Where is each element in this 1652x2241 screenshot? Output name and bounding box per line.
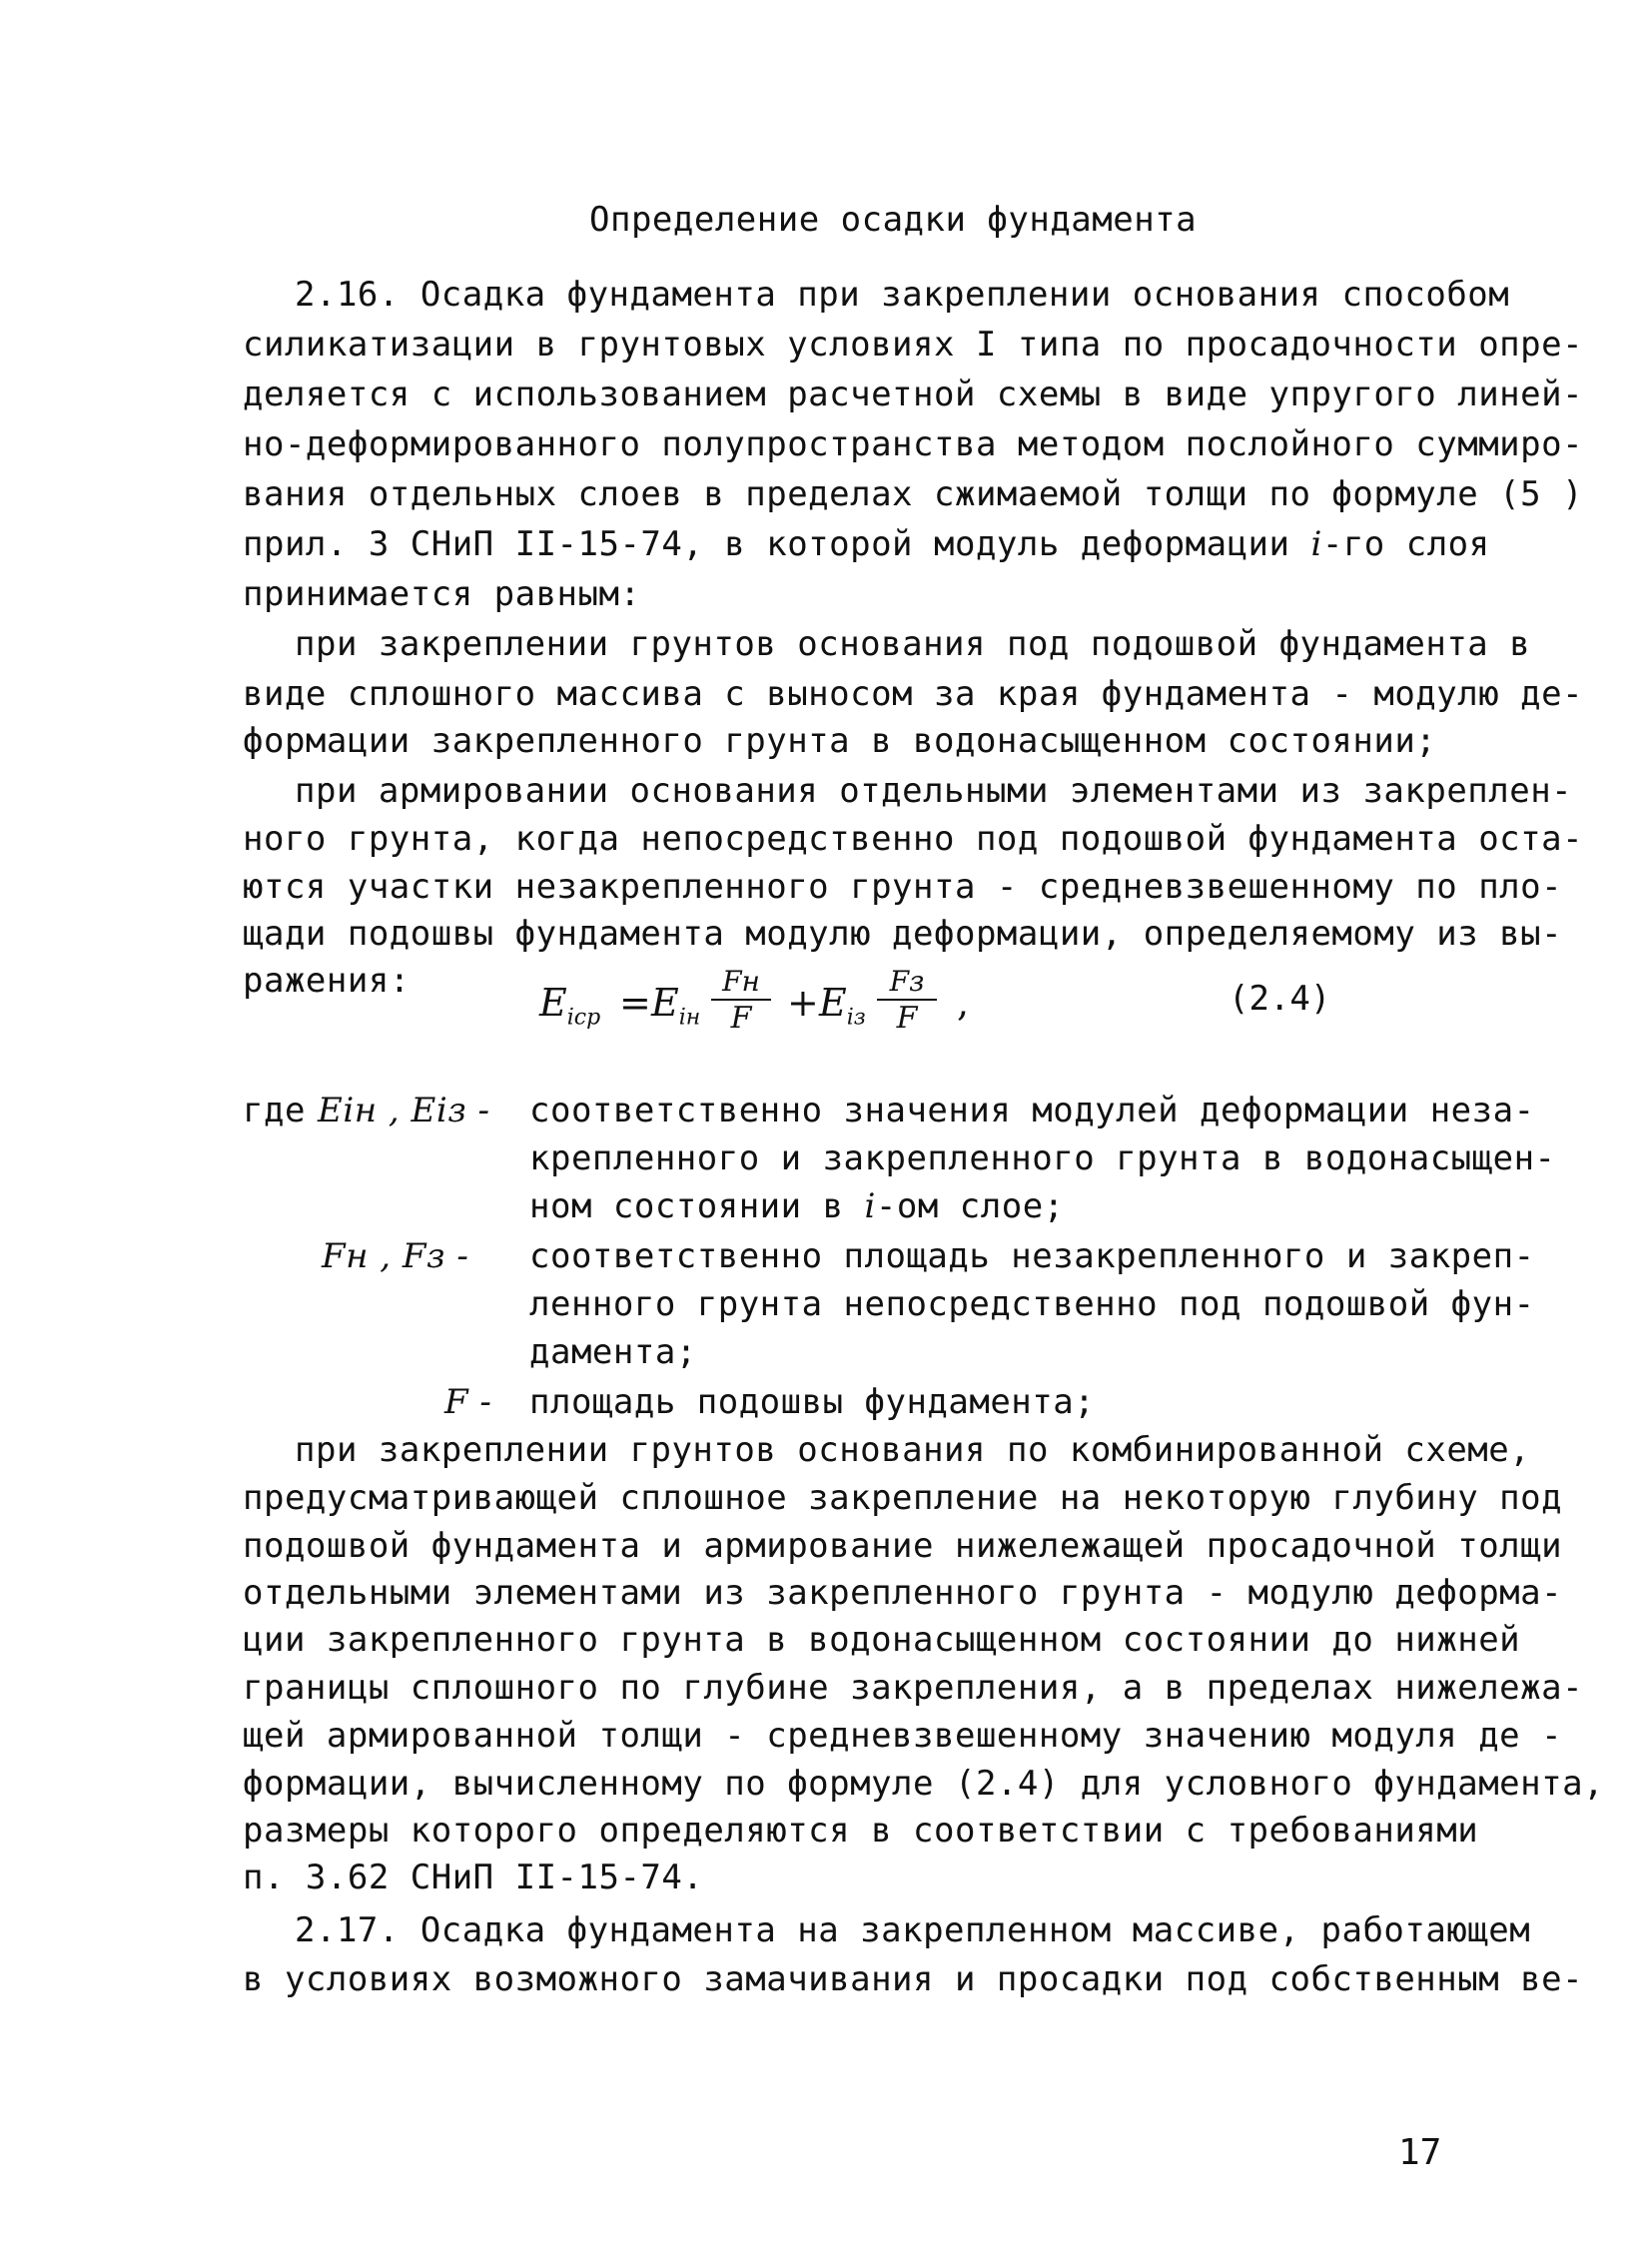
def3-symbol: F - bbox=[444, 1382, 492, 1422]
paragraph-line: силикатизации в грунтовых условиях I типа по просадочности опре- bbox=[243, 325, 1584, 365]
paragraph-line: предусматривающей сплошное закрепление на некоторую глубину под bbox=[243, 1478, 1563, 1518]
formula-term2: $E_{iз}$ bbox=[819, 981, 866, 1031]
formula-equals: = bbox=[619, 981, 651, 1025]
definition-line: соответственно значения модулей деформации неза- bbox=[529, 1091, 1535, 1130]
paragraph-line: деляется с использованием расчетной схемы в виде упругого линей- bbox=[243, 374, 1584, 414]
definition-line: площадь подошвы фундамента; bbox=[529, 1382, 1096, 1422]
paragraph-line: 2.16. Осадка фундамента при закреплении основания способом bbox=[295, 275, 1510, 315]
paragraph-line: при закреплении грунтов основания под подошвой фундамента в bbox=[295, 624, 1531, 664]
paragraph-line: вания отдельных слоев в пределах сжимаемой толщи по формуле (5 ) bbox=[243, 474, 1584, 514]
paragraph-line: ции закрепленного грунта в водонасыщенном состоянии до нижней bbox=[243, 1620, 1521, 1660]
paragraph-line: при закреплении грунтов основания по комбинированной схеме, bbox=[295, 1430, 1531, 1470]
paragraph-line: виде сплошного массива с выносом за края фундамента - модулю де- bbox=[243, 674, 1584, 714]
paragraph-line: 2.17. Осадка фундамента на закрепленном массиве, работающем bbox=[295, 1910, 1531, 1950]
page-number: 17 bbox=[1398, 2132, 1442, 2173]
formula-fraction-2: Fз F bbox=[877, 967, 937, 1035]
paragraph-line: ного грунта, когда непосредственно под подошвой фундамента оста- bbox=[243, 819, 1584, 859]
paragraph-line: п. 3.62 СНиП II-15-74. bbox=[243, 1858, 704, 1897]
definition-line: ленного грунта непосредственно под подошвой фун- bbox=[529, 1284, 1535, 1324]
paragraph-text: -го слоя bbox=[1321, 524, 1490, 564]
symbol-i: i bbox=[864, 1186, 876, 1226]
paragraph-line: подошвой фундамента и армирование нижележащей просадочной толщи bbox=[243, 1526, 1563, 1566]
formula-lhs: $E_{icp}$ bbox=[539, 981, 601, 1031]
paragraph-line: отдельными элементами из закрепленного грунта - модулю деформа- bbox=[243, 1573, 1563, 1613]
paragraph-line: формации закрепленного грунта в водонасыщенном состоянии; bbox=[243, 721, 1437, 761]
paragraph-line: размеры которого определяются в соответствии с требованиями bbox=[243, 1811, 1479, 1851]
section-title: Определение осадки фундамента bbox=[589, 200, 1198, 240]
formula-comma: , bbox=[957, 981, 970, 1025]
paragraph-text: прил. 3 СНиП II-15-74, в которой модуль деформации bbox=[243, 524, 1290, 564]
formula-fraction-1: Fн F bbox=[711, 967, 771, 1035]
paragraph-line: в условиях возможного замачивания и просадки под собственным ве- bbox=[243, 1959, 1584, 1999]
where-label: где bbox=[243, 1091, 306, 1130]
definition-line: крепленного и закрепленного грунта в водонасыщен- bbox=[529, 1138, 1556, 1178]
paragraph-line: формации, вычисленному по формуле (2.4) для условного фундамента, bbox=[243, 1764, 1605, 1804]
formula-plus: + bbox=[787, 981, 819, 1025]
paragraph-line: ражения: bbox=[243, 961, 411, 1001]
def2-symbols: Fн , Fз - bbox=[322, 1236, 469, 1276]
formula-2-4 bbox=[539, 959, 969, 1039]
paragraph-line: щей армированной толщи - средневзвешенному значению модуля де - bbox=[243, 1716, 1563, 1756]
paragraph-line: принимается равным: bbox=[243, 574, 641, 614]
paragraph-line: границы сплошного по глубине закрепления, а в пределах нижележа- bbox=[243, 1668, 1584, 1708]
paragraph-line: при армировании основания отдельными элементами из закреплен- bbox=[295, 771, 1573, 811]
definition-line: соответственно площадь незакрепленного и закреп- bbox=[529, 1236, 1535, 1276]
formula-term1: $E_{iн}$ bbox=[651, 981, 701, 1031]
def1-symbols: Eiн , Eiз - bbox=[318, 1091, 490, 1130]
definition-line: дамента; bbox=[529, 1332, 697, 1372]
formula-number: (2.4) bbox=[1229, 979, 1331, 1019]
definition-line: ном состоянии в i-ом слое; bbox=[529, 1186, 1065, 1226]
paragraph-line bbox=[243, 524, 1490, 564]
paragraph-line: щади подошвы фундамента модулю деформации, определяемому из вы- bbox=[243, 914, 1563, 954]
paragraph-line: ются участки незакрепленного грунта - средневзвешенному по пло- bbox=[243, 867, 1563, 907]
symbol-i: i bbox=[1310, 524, 1322, 564]
paragraph-line: но-деформированного полупространства методом послойного суммиро- bbox=[243, 424, 1584, 464]
